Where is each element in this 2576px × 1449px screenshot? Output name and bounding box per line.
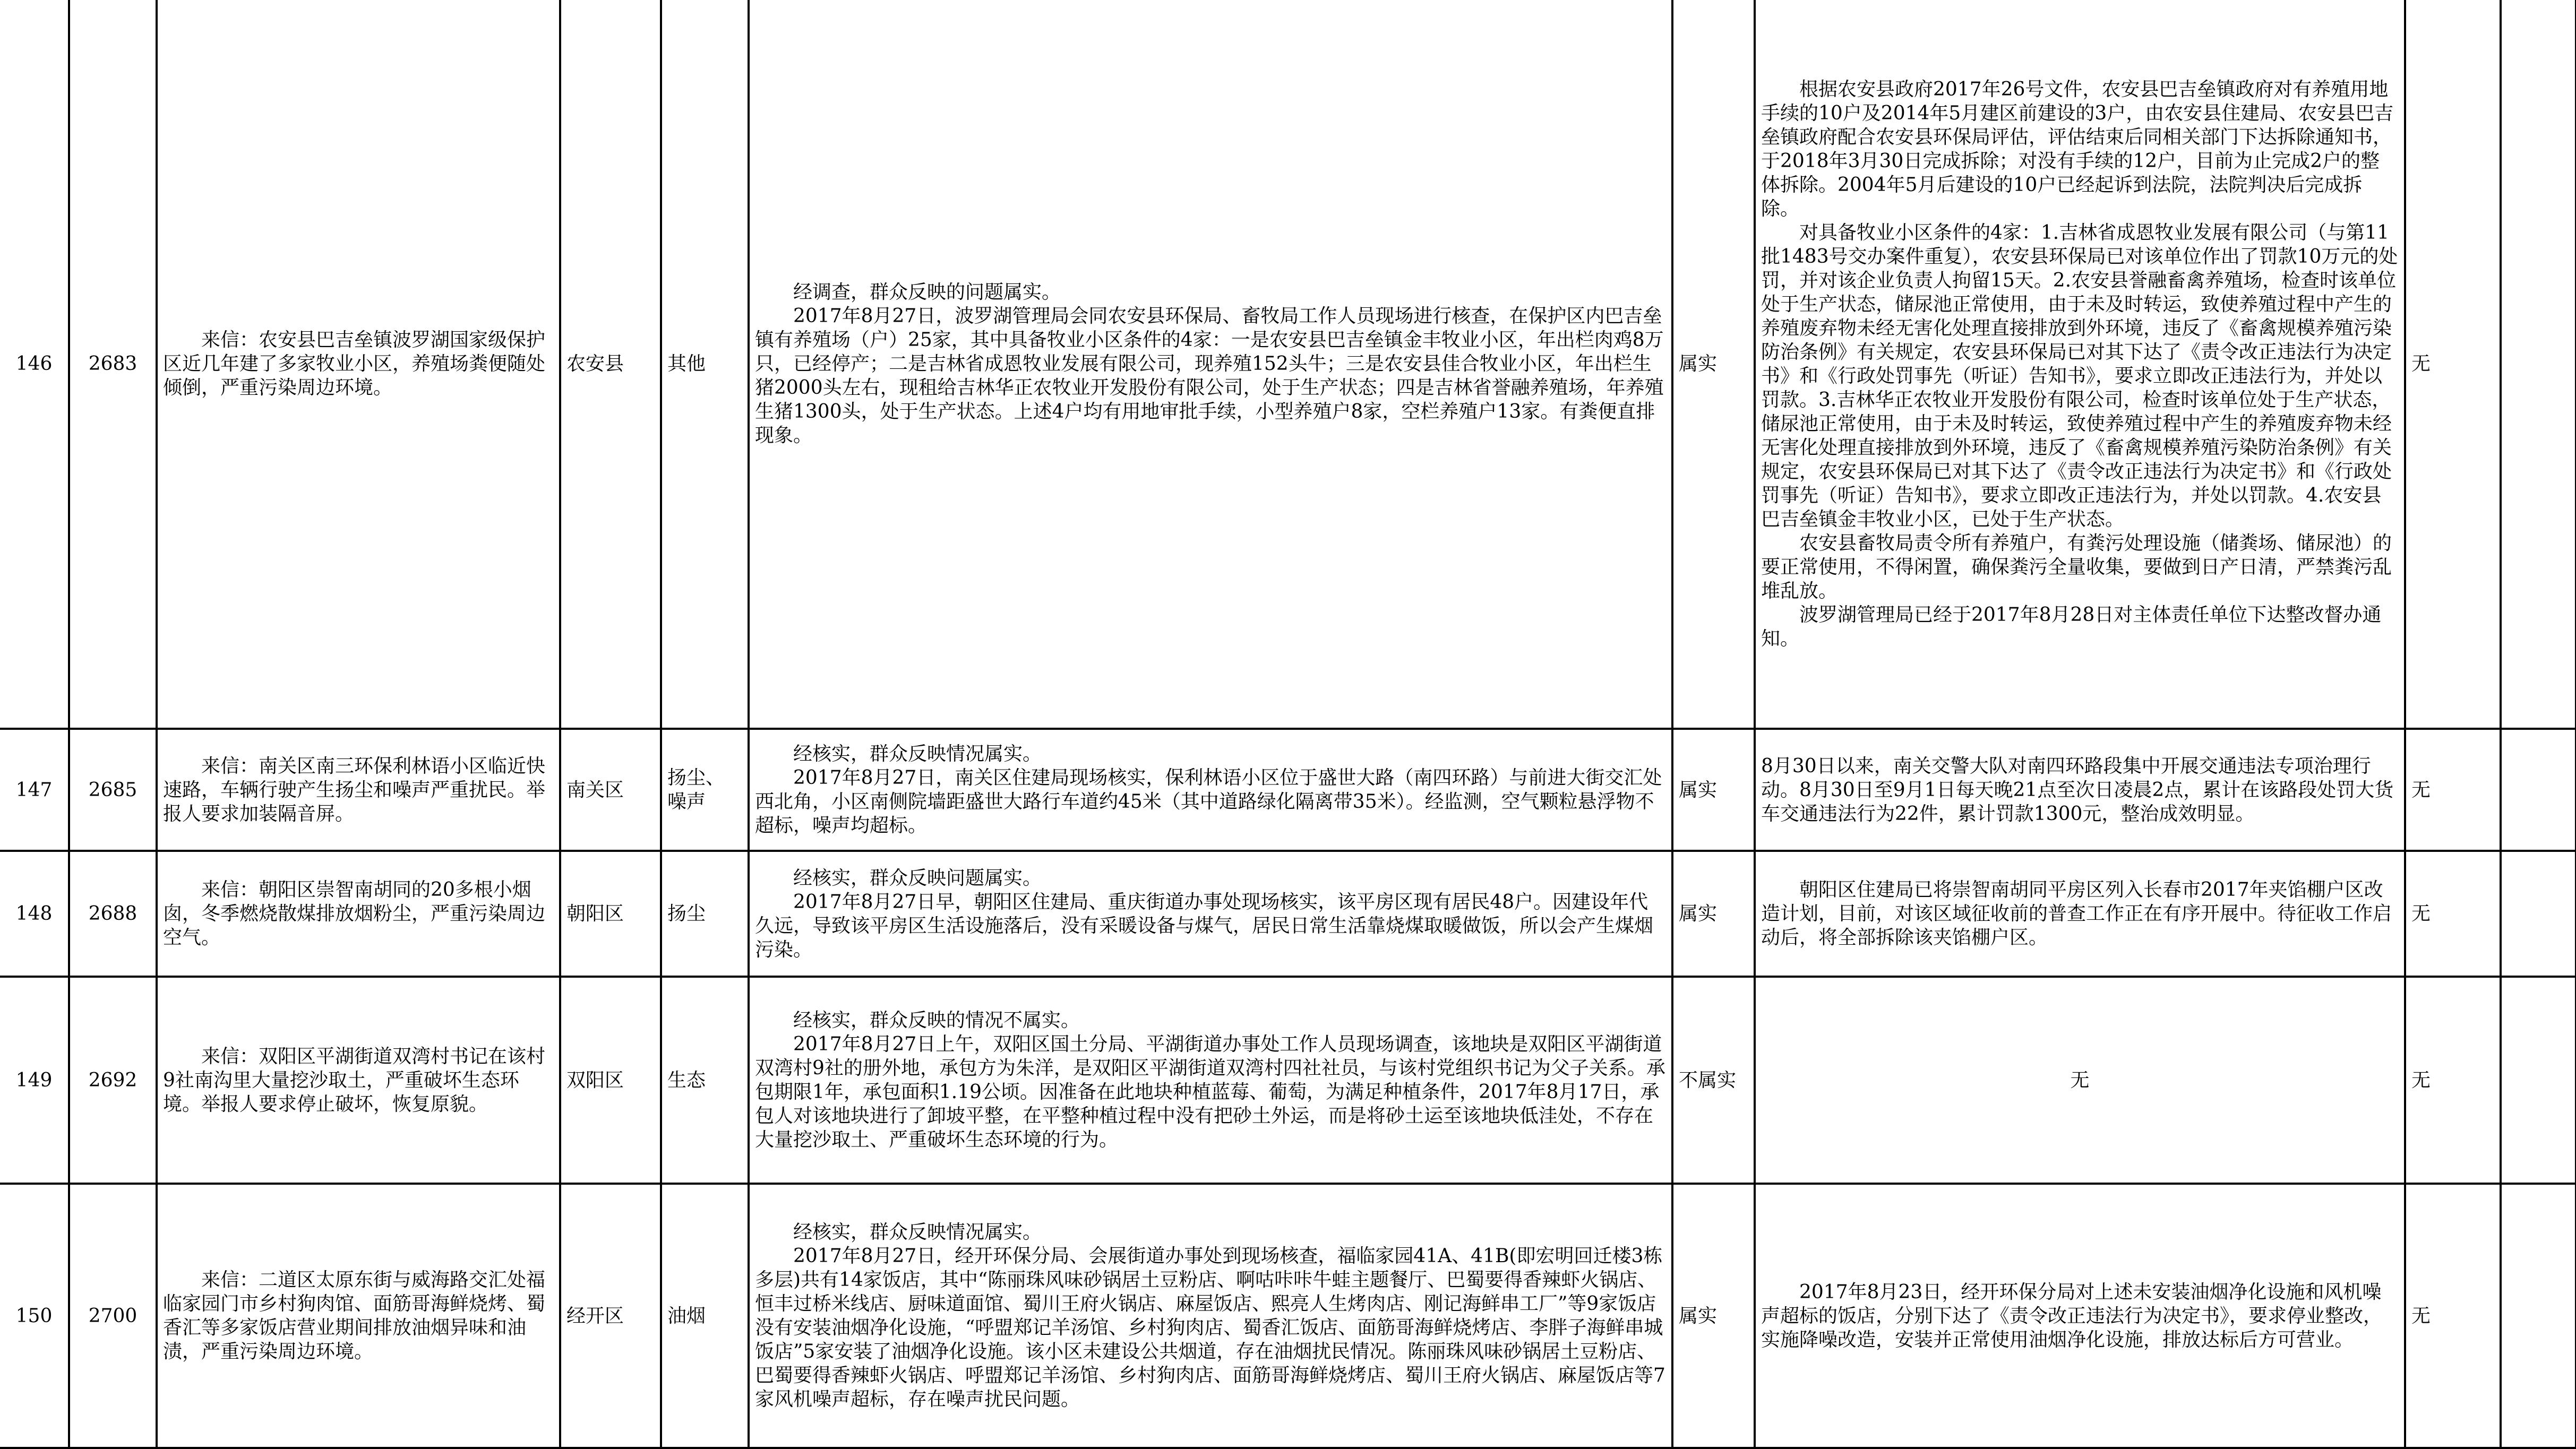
handling-text: 8月30日以来，南关交警大队对南四环路段集中开展交通违法专项治理行动。8月30日至9月1日每天晚21点至次日凌晨2点，累计在该路段处罚大货车交通违法行为22件，累计罚款1300元，整治成效明显。 <box>1761 755 2394 825</box>
complaint-text: 来信：朝阳区崇智南胡同的20多根小烟囱，冬季燃烧散煤排放烟粉尘，严重污染周边空气。 <box>163 879 546 948</box>
cell-blank <box>2501 977 2576 1184</box>
cell-accountability: 无 <box>2405 1184 2501 1448</box>
cell-verdict: 属实 <box>1672 729 1755 851</box>
cell-seq: 148 <box>0 851 69 977</box>
findings-text: 2017年8月27日，南关区住建局现场核实，保利林语小区位于盛世大路（南四环路）与前进大街交汇处西北角，小区南侧院墙距盛世大路行车道约45米（其中道路绿化隔离带35米）。经监测，空气颗粒悬浮物不超标，噪声均超标。 <box>755 767 1662 836</box>
cell-district: 农安县 <box>560 0 661 729</box>
handling-text: 朝阳区住建局已将崇智南胡同平房区列入长春市2017年夹馅棚户区改造计划，目前，对该区域征收前的普查工作正在有序开展中。待征收工作启动后，将全部拆除该夹馅棚户区。 <box>1761 879 2392 948</box>
cell-case-no: 2683 <box>69 0 157 729</box>
cell-case-no: 2692 <box>69 977 157 1184</box>
cell-category: 扬尘 <box>661 851 749 977</box>
cell-complaint <box>157 977 560 1184</box>
cell-district: 南关区 <box>560 729 661 851</box>
cell-category: 生态 <box>661 977 749 1184</box>
handling-text: 对具备牧业小区条件的4家：1.吉林省成恩牧业发展有限公司（与第11批1483号交办案件重复），农安县环保局已对该单位作出了罚款10万元的处罚，并对该企业负责人拘留15天。2.农安县誉融畜禽养殖场，检查时该单位处于生产状态，储尿池正常使用，由于未及时转运，致使养殖过程中产生的养殖废弃物未经无害化处理直接排放到外环境，违反了《畜禽规模养殖污染防治条例》有关规定，农安县环保局已对其下达了《责令改正违法行为决定书》和《行政处罚事先（听证）告知书》，要求立即改正违法行为，并处以罚款。3.吉林华正农牧业开发股份有限公司，检查时该单位处于生产状态，储尿池正常使用，由于未及时转运，致使养殖过程中产生的养殖废弃物未经无害化处理直接排放到外环境，违反了《畜禽规模养殖污染防治条例》有关规定，农安县环保局已对其下达了《责令改正违法行为决定书》和《行政处罚事先（听证）告知书》，要求立即改正违法行为，并处以罚款。4.农安县巴吉垒镇金丰牧业小区，已处于生产状态。 <box>1761 221 2398 530</box>
cell-findings <box>749 0 1672 729</box>
cell-blank <box>2501 0 2576 729</box>
complaint-text: 来信：农安县巴吉垒镇波罗湖国家级保护区近几年建了多家牧业小区，养殖场粪便随处倾倒，严重污染周边环境。 <box>163 329 546 399</box>
cell-handling <box>1755 729 2405 851</box>
cell-blank <box>2501 729 2576 851</box>
cell-verdict: 属实 <box>1672 1184 1755 1448</box>
complaint-text: 来信：南关区南三环保利林语小区临近快速路，车辆行驶产生扬尘和噪声严重扰民。举报人要求加装隔音屏。 <box>163 755 546 825</box>
findings-text: 2017年8月27日，波罗湖管理局会同农安县环保局、畜牧局工作人员现场进行核查，在保护区内巴吉垒镇有养殖场（户）25家，其中具备牧业小区条件的4家：一是农安县巴吉垒镇金丰牧业小区，年出栏肉鸡8万只，已经停产；二是吉林省成恩牧业发展有限公司，现养殖152头牛；三是农安县佳合牧业小区，年出栏生猪2000头左右，现租给吉林华正农牧业开发股份有限公司，处于生产状态；四是吉林省誉融养殖场，年养殖生猪1300头，处于生产状态。上述4户均有用地审批手续，小型养殖户8家，空栏养殖户13家。有粪便直排现象。 <box>755 305 1664 446</box>
cell-complaint <box>157 0 560 729</box>
findings-text: 2017年8月27日，经开环保分局、会展街道办事处到现场核查，福临家园41A、41B(即宏明回迁楼3栋多层)共有14家饭店，其中“陈丽珠风味砂锅居土豆粉店、啊咕咔咔牛蛙主题餐厅、巴蜀要得香辣虾火锅店、恒丰过桥米线店、厨味道面馆、蜀川王府火锅店、麻屋饭店、熙亮人生烤肉店、刚记海鲜串工厂”等9家饭店没有安装油烟净化设施，“呼盟郑记羊汤馆、乡村狗肉店、蜀香汇饭店、面筋哥海鲜烧烤店、李胖子海鲜串城饭店”5家安装了油烟净化设施。该小区未建设公共烟道，存在油烟扰民情况。陈丽珠风味砂锅居土豆粉店、巴蜀要得香辣虾火锅店、呼盟郑记羊汤馆、乡村狗肉店、面筋哥海鲜烧烤店、蜀川王府火锅店、麻屋饭店等7家风机噪声超标，存在噪声扰民问题。 <box>755 1245 1665 1410</box>
complaint-text: 来信：二道区太原东街与威海路交汇处福临家园门市乡村狗肉馆、面筋哥海鲜烧烤、蜀香汇等多家饭店营业期间排放油烟异味和油渍，严重污染周边环境。 <box>163 1269 546 1362</box>
cell-findings <box>749 977 1672 1184</box>
cell-category: 扬尘、噪声 <box>661 729 749 851</box>
cell-handling <box>1755 0 2405 729</box>
cell-blank <box>2501 851 2576 977</box>
cell-complaint <box>157 1184 560 1448</box>
handling-text: 无 <box>2070 1069 2090 1091</box>
table-row <box>0 977 2576 1184</box>
cell-accountability: 无 <box>2405 0 2501 729</box>
handling-text: 农安县畜牧局责令所有养殖户，有粪污处理设施（储粪场、储尿池）的要正常使用，不得闲置，确保粪污全量收集，要做到日产日清，严禁粪污乱堆乱放。 <box>1761 532 2392 602</box>
table-row <box>0 851 2576 977</box>
cell-case-no: 2700 <box>69 1184 157 1448</box>
cell-findings <box>749 729 1672 851</box>
cell-verdict: 属实 <box>1672 0 1755 729</box>
findings-text: 经核实，群众反映情况属实。 <box>793 1221 1042 1243</box>
cell-district: 经开区 <box>560 1184 661 1448</box>
cell-blank <box>2501 1184 2576 1448</box>
cell-accountability: 无 <box>2405 977 2501 1184</box>
cell-complaint <box>157 729 560 851</box>
cell-handling <box>1755 1184 2405 1448</box>
findings-text: 经核实，群众反映的情况不属实。 <box>793 1010 1080 1031</box>
cell-category: 其他 <box>661 0 749 729</box>
handling-text: 2017年8月23日，经开环保分局对上述未安装油烟净化设施和风机噪声超标的饭店，分别下达了《责令改正违法行为决定书》，要求停业整改，实施降噪改造，安装并正常使用油烟净化设施，排放达标后方可营业。 <box>1761 1281 2383 1351</box>
cell-handling <box>1755 851 2405 977</box>
table-row <box>0 1184 2576 1448</box>
cell-seq: 149 <box>0 977 69 1184</box>
findings-text: 2017年8月27日上午，双阳区国土分局、平湖街道办事处工作人员现场调查，该地块是双阳区平湖街道双湾村9社的册外地，承包方为朱洋，是双阳区平湖街道双湾村四社社员，与该村党组织书记为父子关系。承包期限1年，承包面积1.19公顷。因准备在此地块种植蓝莓、葡萄，为满足种植条件，2017年8月17日，承包人对该地块进行了卸坡平整，在平整种植过程中没有把砂土外运，而是将砂土运至该地块低洼处，不存在大量挖沙取土、严重破坏生态环境的行为。 <box>755 1033 1665 1151</box>
cell-complaint <box>157 851 560 977</box>
complaint-text: 来信：双阳区平湖街道双湾村书记在该村9社南沟里大量挖沙取土，严重破坏生态环境。举报人要求停止破坏，恢复原貌。 <box>163 1045 546 1115</box>
cell-district: 双阳区 <box>560 977 661 1184</box>
cell-seq: 146 <box>0 0 69 729</box>
cell-findings <box>749 1184 1672 1448</box>
cell-handling <box>1755 977 2405 1184</box>
table-row <box>0 729 2576 851</box>
handling-text: 根据农安县政府2017年26号文件，农安县巴吉垒镇政府对有养殖用地手续的10户及2014年5月建区前建设的3户，由农安县住建局、农安县巴吉垒镇政府配合农安县环保局评估，评估结束后同相关部门下达拆除通知书，于2018年3月30日完成拆除；对没有手续的12户，目前为止完成2户的整体拆除。2004年5月后建设的10户已经起诉到法院，法院判决后完成拆除。 <box>1761 78 2394 220</box>
cell-accountability: 无 <box>2405 851 2501 977</box>
cell-case-no: 2685 <box>69 729 157 851</box>
handling-text: 波罗湖管理局已经于2017年8月28日对主体责任单位下达整改督办通知。 <box>1761 603 2382 650</box>
findings-text: 经核实，群众反映问题属实。 <box>793 867 1042 889</box>
cell-seq: 147 <box>0 729 69 851</box>
cell-category: 油烟 <box>661 1184 749 1448</box>
findings-text: 2017年8月27日早，朝阳区住建局、重庆街道办事处现场核实，该平房区现有居民48户。因建设年代久远，导致该平房区生活设施落后，没有采暖设备与煤气，居民日常生活靠烧煤取暖做饭，所以会产生煤烟污染。 <box>755 891 1654 961</box>
findings-text: 经调查，群众反映的问题属实。 <box>793 281 1061 303</box>
cell-verdict: 属实 <box>1672 851 1755 977</box>
cell-verdict: 不属实 <box>1672 977 1755 1184</box>
cell-district: 朝阳区 <box>560 851 661 977</box>
cell-findings <box>749 851 1672 977</box>
findings-text: 经核实，群众反映情况属实。 <box>793 743 1042 765</box>
cell-seq: 150 <box>0 1184 69 1448</box>
cell-accountability: 无 <box>2405 729 2501 851</box>
cell-case-no: 2688 <box>69 851 157 977</box>
